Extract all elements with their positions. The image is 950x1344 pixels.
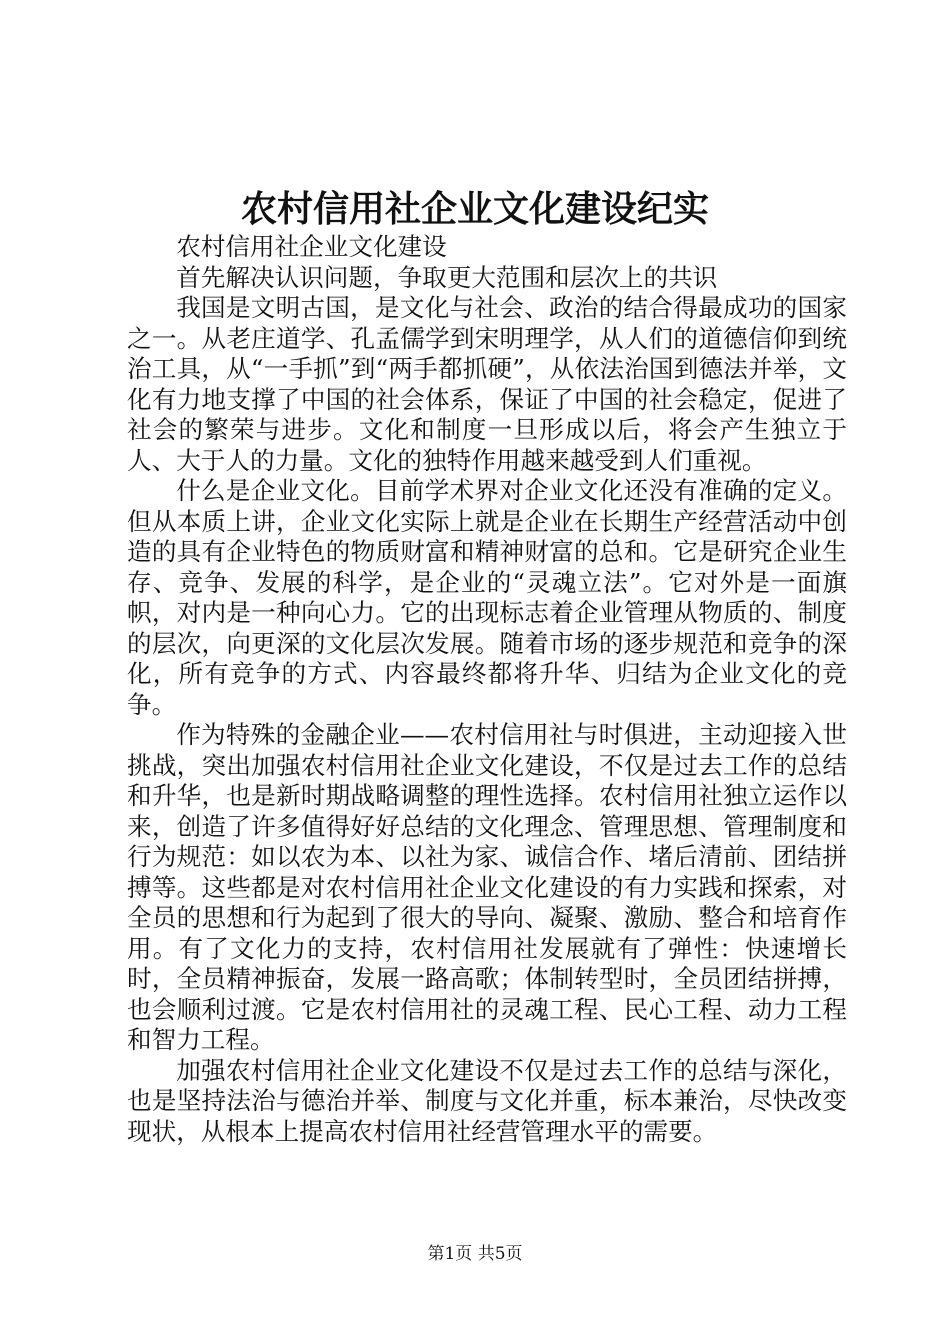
paragraph: 作为特殊的金融企业——农村信用社与时俱进，主动迎接入世挑战，突出加强农村信用社企业文化建设，不仅是过去工作的总结和升华，也是新时期战略调整的理性选择。农村信用社独立运作以来，创造了许多值得好好总结的文化理念、管理思想、管理制度和行为规范：如以农为本、以社为家、诚信合作、堵后清前、团结拼搏等。这些都是对农村信用社企业文化建设的有力实践和探索，对全员的思想和行为起到了很大的导向、凝聚、激励、整合和培育作用。有了文化力的支持，农村信用社发展就有了弹性：快速增长时，全员精神振奋，发展一路高歌；体制转型时，全员团结拼搏，也会顺利过渡。它是农村信用社的灵魂工程、民心工程、动力工程和智力工程。 <box>127 720 847 1054</box>
paragraph: 加强农村信用社企业文化建设不仅是过去工作的总结与深化，也是坚持法治与德治并举、制度与文化并重，标本兼治，尽快改变现状，从根本上提高农村信用社经营管理水平的需要。 <box>127 1055 847 1146</box>
paragraph-subtitle: 农村信用社企业文化建设 <box>176 232 447 261</box>
paragraph-section-heading: 首先解决认识问题，争取更大范围和层次上的共识 <box>176 262 718 292</box>
document-title: 农村信用社企业文化建设纪实 <box>240 188 709 230</box>
document-body <box>127 232 847 1147</box>
paragraph: 我国是文明古国，是文化与社会、政治的结合得最成功的国家之一。从老庄道学、孔孟儒学到宋明理学，从人们的道德信仰到统治工具，从“一手抓”到“两手都抓硬”，从依法治国到德法并举，文化有力地支撑了中国的社会体系，保证了中国的社会稳定，促进了社会的繁荣与进步。文化和制度一旦形成以后，将会产生独立于人、大于人的力量。文化的独特作用越来越受到人们重视。 <box>127 293 847 475</box>
page-number-footer: 第1页 共5页 <box>427 1244 523 1264</box>
paragraph: 什么是企业文化。目前学术界对企业文化还没有准确的定义。但从本质上讲，企业文化实际上就是企业在长期生产经营活动中创造的具有企业特色的物质财富和精神财富的总和。它是研究企业生存、竞争、发展的科学，是企业的“灵魂立法”。它对外是一面旗帜，对内是一种向心力。它的出现标志着企业管理从物质的、制度的层次，向更深的文化层次发展。随着市场的逐步规范和竞争的深化，所有竞争的方式、内容最终都将升华、归结为企业文化的竞争。 <box>127 476 847 719</box>
